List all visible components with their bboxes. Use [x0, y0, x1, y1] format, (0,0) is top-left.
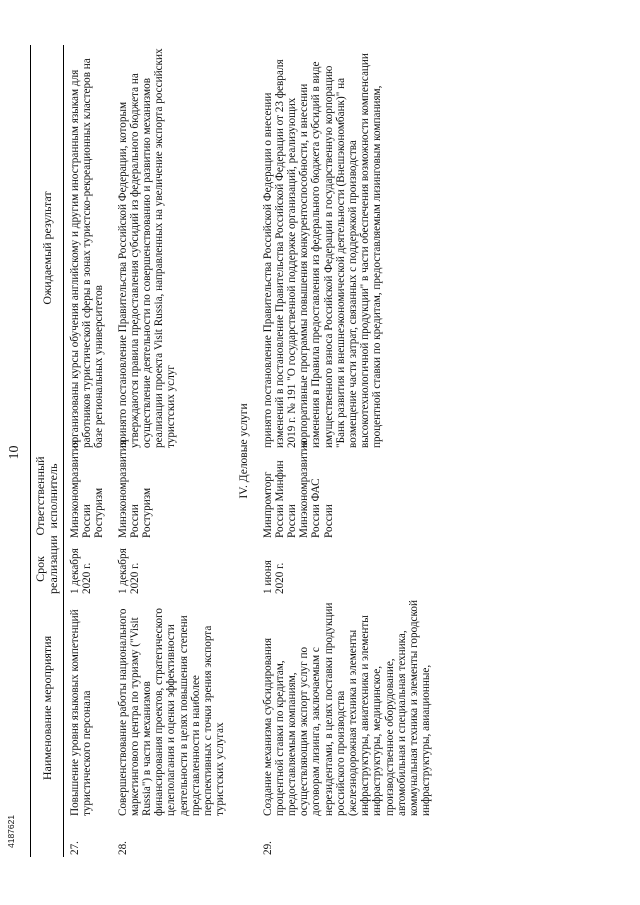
row-deadline: 1 декабря 2020 г.: [116, 548, 141, 594]
row-executor: Минэкономразвития России Ростуризм: [69, 440, 106, 538]
header-deadline: Срок реализации: [31, 541, 64, 597]
row-result: принято постановление Правительства Российской Федерации о внесении изменений в постановление Правительства Российской Федерации от 23 февраля 2019 г. № 191 "О государственной поддержке организаций, реализующих корпоративные программы повышения конкурентоспособности, и внесении изменения в Правила предоставления из федерального бюджета субсидий в виде имущественного взноса Российской Федерации в государственную корпорацию "Банк развития и внешнеэкономической деятельности (Внешэкономбанк)" на возмещение части затрат, связанных с поддержкой производства высокотехнологичной продукции" в части обеспечения возможности компенсации процентной ставки по кредитам, предоставляемым лизинговым компаниям,: [261, 53, 384, 448]
row-deadline: 1 декабря 2020 г.: [69, 548, 94, 594]
row-number: 27.: [69, 841, 81, 855]
row-measure: Создание механизма субсидирования процентной ставки по кредитам, предоставляемым компаниям, осуществляющим экспорт услуг по договорам лизинга, заключаемым с нерезидентами, в целях поставки продукции российского производства (железнодорожная техника и элементы инфраструктуры, авиатехника и элементы инфраструктуры, медицинское, производственное оборудование, автомобильная и специальная техника, коммунальная техника и элементы городской инфраструктуры, авиационные,: [261, 600, 433, 816]
section-title: IV. Деловые услуги: [238, 403, 251, 499]
row-executor: Минэкономразвития России Ростуризм: [116, 440, 154, 538]
header-executor: Ответственный исполнитель: [31, 451, 64, 541]
row-executor: Минпромторг России Минфин России Минэкономразвития России ФАС России: [261, 440, 335, 538]
header-number: [31, 819, 64, 857]
section-row: [232, 45, 256, 857]
table-row: [64, 45, 112, 857]
table-row: [257, 45, 439, 857]
row-measure: Совершенствование работы национального маркетингового центра по туризму ("Visit Russia") в части механизмов финансирования проектов, стратегического целеполагания и оценки эффективности деятельности в целях повышения степени представленности в наиболее перспективных с точки зрения экспорта туристских услугах: [116, 607, 227, 816]
header-measure: Наименование мероприятия: [31, 597, 64, 819]
table-header-row: [31, 45, 64, 857]
table-row: [112, 45, 233, 857]
measures-table-wrap: [30, 45, 438, 857]
document-id: 4187621: [6, 814, 16, 848]
measures-table: [30, 45, 438, 857]
row-number: 29.: [261, 841, 274, 855]
row-number: 28.: [116, 841, 129, 855]
row-result: организованы курсы обучения английскому и другим иностранным языкам для работников туристической сферы в зонах туристско-рекреационных кластеров на базе региональных университетов: [69, 58, 106, 448]
header-result: Ожидаемый результат: [31, 45, 64, 451]
row-measure: Повышение уровня языковых компетенций туристического персонала: [69, 609, 94, 816]
row-result: принято постановление Правительства Российской Федерации, которым утверждаются правила предоставления субсидий из федерального бюджета на осуществление деятельности по совершенствованию и развитию механизмов реализации проекта Visit Russia, направленных на увеличение экспорта российских туристских услуг: [116, 48, 178, 448]
page-number: 10: [7, 445, 22, 460]
row-deadline: 1 июня 2020 г.: [261, 560, 286, 594]
